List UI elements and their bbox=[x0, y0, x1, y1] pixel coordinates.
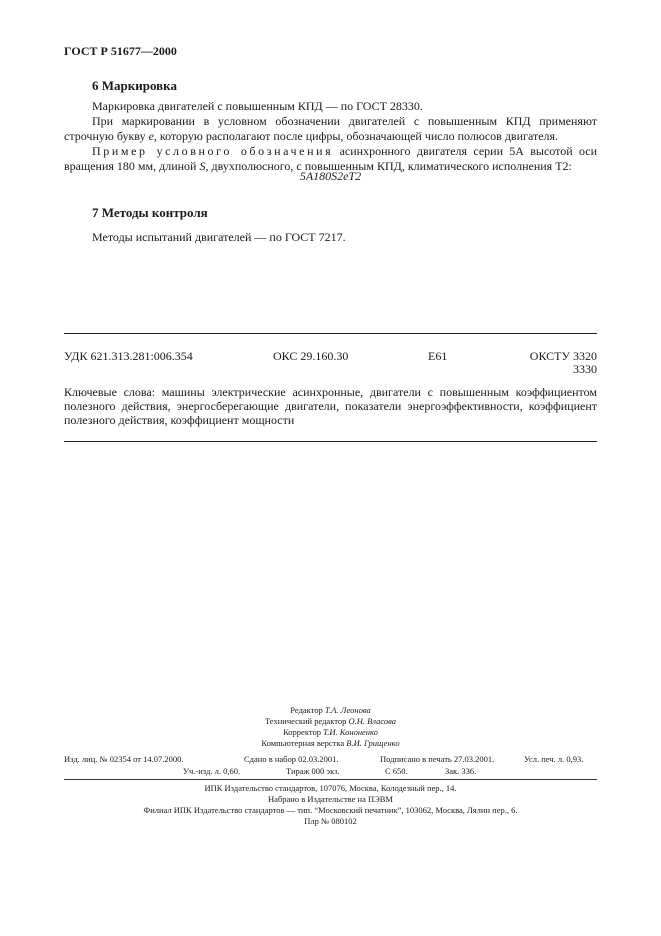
section-6-title: 6 Маркировка bbox=[92, 78, 177, 93]
bottom-divider bbox=[64, 441, 597, 442]
credits-block bbox=[64, 705, 597, 749]
publisher-line-1: ИПК Издательство стандартов, 107076, Москва, Колодезный пер., 14. bbox=[204, 783, 457, 793]
publisher-block bbox=[64, 783, 597, 827]
para-2-letter: е bbox=[148, 129, 154, 143]
para-2-text-a: При маркировании в условном обозначении двигателей с повышенным КПД применяют строчную букву bbox=[64, 114, 597, 143]
credit-tech-editor-name: О.Н. Власова bbox=[348, 716, 397, 726]
imprint-license: Изд. лиц. № 02354 от 14.07.2000. bbox=[64, 754, 184, 764]
credit-layout bbox=[64, 738, 597, 749]
okstu-codes bbox=[497, 350, 597, 376]
para-2-text-b: , которую располагают после цифры, обозначающей число полюсов двигателя. bbox=[153, 129, 559, 143]
okstu-code-2: 3330 bbox=[573, 362, 597, 376]
imprint-order: Зак. 336. bbox=[445, 766, 477, 776]
section-6-para-1: Маркировка двигателей с повышенным КПД — по ГОСТ 28330. bbox=[92, 99, 423, 113]
para-3-text-b: , двухполюсного, с повышенным КПД, климатического исполнения Т2: bbox=[205, 159, 572, 173]
imprint-pub-sheets: Уч.-изд. л. 0,60. bbox=[183, 766, 241, 776]
imprint-signed: Подписано в печать 27.03.2001. bbox=[380, 754, 495, 764]
imprint-sent: Сдано в набор 02.03.2001. bbox=[244, 754, 339, 764]
publisher-line-4: Плр № 080102 bbox=[304, 816, 357, 826]
example-lead: Пример условного обозначения bbox=[92, 144, 334, 158]
imprint-copies: Тираж 000 экз. bbox=[286, 766, 340, 776]
publisher-line-2: Набрано в Издательстве на ПЭВМ bbox=[268, 794, 393, 804]
publisher-line-3: Филиал ИПК Издательство стандартов — тип. “Московский печатник”, 103062, Москва, Лялин пер., 6. bbox=[143, 805, 518, 815]
credit-corrector-label: Корректор bbox=[283, 727, 321, 737]
section-7-body bbox=[64, 230, 597, 245]
top-divider bbox=[64, 333, 597, 334]
credit-layout-name: В.И. Грищенко bbox=[346, 738, 400, 748]
credit-layout-label: Компьютерная верстка bbox=[261, 738, 345, 748]
para-3-text-a: асинхронного двигателя серии 5А высотой оси вращения 180 мм, длиной bbox=[64, 144, 598, 173]
section-6-body bbox=[64, 99, 597, 174]
udk-code: УДК 621.313.281:006.354 bbox=[64, 349, 193, 363]
e-code: Е61 bbox=[428, 349, 448, 363]
document-code: ГОСТ Р 51677—2000 bbox=[64, 44, 177, 58]
section-7-para-1: Методы испытаний двигателей — по ГОСТ 7217. bbox=[92, 230, 346, 244]
credit-corrector-name: Т.И. Кононенко bbox=[323, 727, 378, 737]
imprint-print-sheets: Усл. печ. л. 0,93. bbox=[524, 754, 584, 764]
oks-code: ОКС 29.160.30 bbox=[273, 349, 349, 363]
imprint-c: С 650. bbox=[385, 766, 408, 776]
credit-editor-label: Редактор bbox=[290, 705, 323, 715]
para-3-s: S bbox=[199, 159, 206, 173]
credit-editor bbox=[64, 705, 597, 716]
section-6-para-2 bbox=[64, 114, 597, 144]
okstu-code-1: ОКСТУ 3320 bbox=[529, 349, 597, 363]
credit-tech-editor bbox=[64, 716, 597, 727]
credit-editor-name: Т.А. Леонова bbox=[324, 705, 371, 715]
imprint-divider bbox=[64, 779, 597, 780]
keywords: Ключевые слова: машины электрические асинхронные, двигатели с повышенным коэффициентом полезного действия, энергосберегающие двигатели, показатели энергоэффективности, коэффициент полезного действия, коэффициент мощности bbox=[64, 385, 597, 427]
example-designation: 5А180S2еТ2 bbox=[299, 169, 362, 183]
section-7-title: 7 Методы контроля bbox=[92, 205, 208, 220]
credit-tech-editor-label: Технический редактор bbox=[264, 716, 347, 726]
credit-corrector bbox=[64, 727, 597, 738]
